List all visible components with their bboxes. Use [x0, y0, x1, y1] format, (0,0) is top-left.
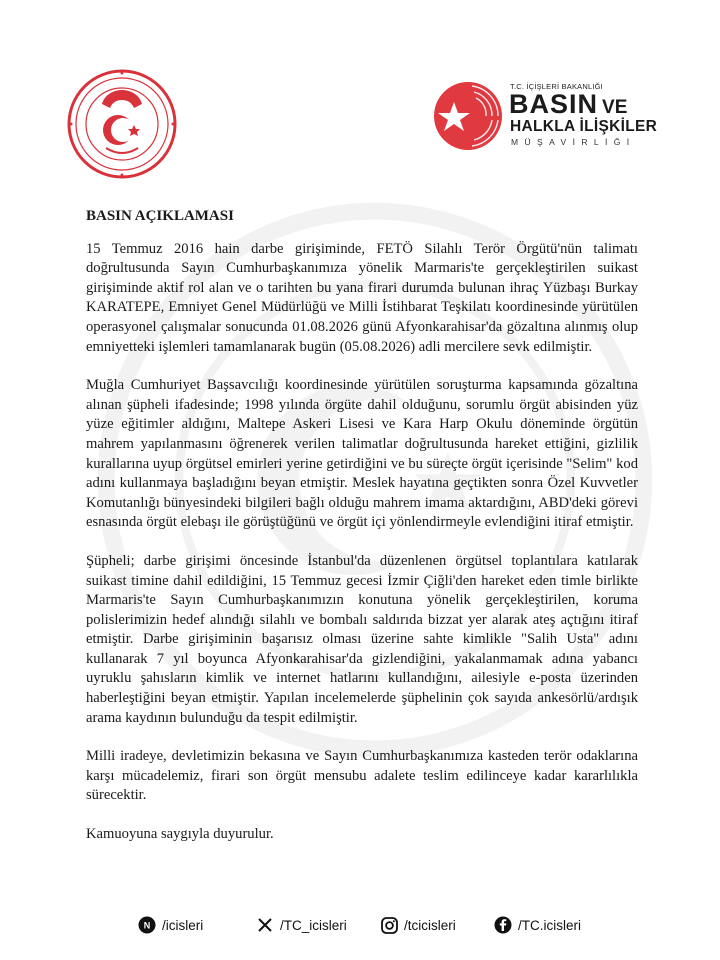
press-office-logo [432, 80, 662, 150]
press-release-body [86, 207, 638, 864]
social-footer [0, 912, 720, 942]
svg-text:N: N [143, 920, 151, 931]
social-handle: /icisleri [162, 917, 204, 933]
ministry-seal-icon [66, 68, 178, 180]
social-handle: /TC.icisleri [518, 917, 581, 933]
social-nsosyal[interactable] [138, 916, 203, 934]
paragraph-3: Şüpheli; darbe girişimi öncesinde İstanbul'da düzenlenen örgütsel toplantılara katılarak suikast timine dahil edildiğini, 15 Temmuz gecesi İzmir Çiğli'den hareket eden timle birlikte Marmaris'te Sayın Cumhurbaşkanımızın konutuna yönelik gerçekleştirilen, koruma polislerimizin hedef alındığı silahlı ve bombalı saldırıda bizzat yer alarak ateş açtığını itiraf etmiştir. Darbe girişiminin başarısız olması üzerine sahte kimlikle "Salih Usta" adını kullanarak 7 yıl boyunca Afyonkarahisar'da gizlendiğini, yakalanmamak adına yabancı uyruklu şahısların kimlik ve internet hatlarını kullandığını, ailesiyle e-posta üzerinden haberleştiğini beyan etmiştir. Yapılan incelemelerde şüphelinin çok sayıda ankesörlü/ardışık arama kaydının bulunduğu da tespit edilmiştir. [86, 552, 638, 726]
paragraph-1: 15 Temmuz 2016 hain darbe girişiminde, FETÖ Silahlı Terör Örgütü'nün talimatı doğrultusunda Sayın Cumhurbaşkanımıza yönelik Marmaris'te gerçekleştirilen suikast girişiminde aktif rol alan ve o tarihten bu yana firari durumda bulunan ihraç Yüzbaşı Burkay KARATEPE, Emniyet Genel Müdürlüğü ve Milli İstihbarat Teşkilatı koordinesinde yürütülen operasyonel çalışmalar sonucunda 01.08.2026 günü Afyonkarahisar'da gözaltına alınmış olup emniyetteki işlemleri tamamlanarak bugün (05.08.2026) adli mercilere sevk edilmiştir. [86, 240, 638, 355]
star-crescent-icon [432, 80, 504, 152]
facebook-icon [494, 916, 512, 934]
nsosyal-icon [138, 916, 156, 934]
logo-line1-suffix: VE [602, 97, 628, 118]
social-handle: /tcicisleri [404, 917, 456, 933]
logo-line2: HALKLA İLİŞKİLER [510, 118, 658, 135]
ministry-label: T.C. İÇİŞLERİ BAKANLIĞI [510, 82, 603, 91]
social-facebook[interactable] [494, 916, 581, 934]
social-handle: /TC_icisleri [280, 917, 347, 933]
social-instagram[interactable] [380, 916, 456, 934]
closing-line: Kamuoyuna saygıyla duyurulur. [86, 826, 274, 843]
logo-line1: BASIN [509, 89, 599, 119]
x-icon [256, 916, 274, 934]
document-title: BASIN AÇIKLAMASI [86, 208, 234, 224]
paragraph-2: Muğla Cumhuriyet Başsavcılığı koordinesinde yürütülen soruşturma kapsamında gözaltına alınan şüpheli ifadesinde; 1998 yılında örgüte dahil olduğunu, sorumlu örgüt abisinden yüz yüze eğitimler aldığını, Maltepe Askeri Lisesi ve Kara Harp Okulu döneminde örgütün mahrem yapılanmasını öğrenerek verilen talimatlar doğrultusunda hareket ettiğini, gizlilik kurallarına uyup örgütsel emirleri yerine getirdiğini ve bu süreçte örgüt içerisinde "Selim" kod adını kullanmaya başladığını beyan etmiştir. Meslek hayatına geçtikten sonra Özel Kuvvetler Komutanlığı bünyesindeki bilgileri bağlı olduğu mahrem imama aktardığını, ABD'deki görevi esnasında örgüt elebaşı ile görüştüğünü ve örgüt içi yönlendirmeyle evlendiğini itiraf etmiştir. [86, 377, 638, 531]
logo-line3: MÜŞAVİRLİĞİ [511, 137, 636, 147]
paragraph-4: Milli iradeye, devletimizin bekasına ve Sayın Cumhurbaşkanımıza kasteden terör odaklarına karşı mücadelemiz, firari son örgüt mensubu adalete teslim edilinceye kadar kararlılıkla sürecektir. [86, 748, 638, 804]
social-x[interactable] [256, 916, 347, 934]
instagram-icon [380, 916, 398, 934]
